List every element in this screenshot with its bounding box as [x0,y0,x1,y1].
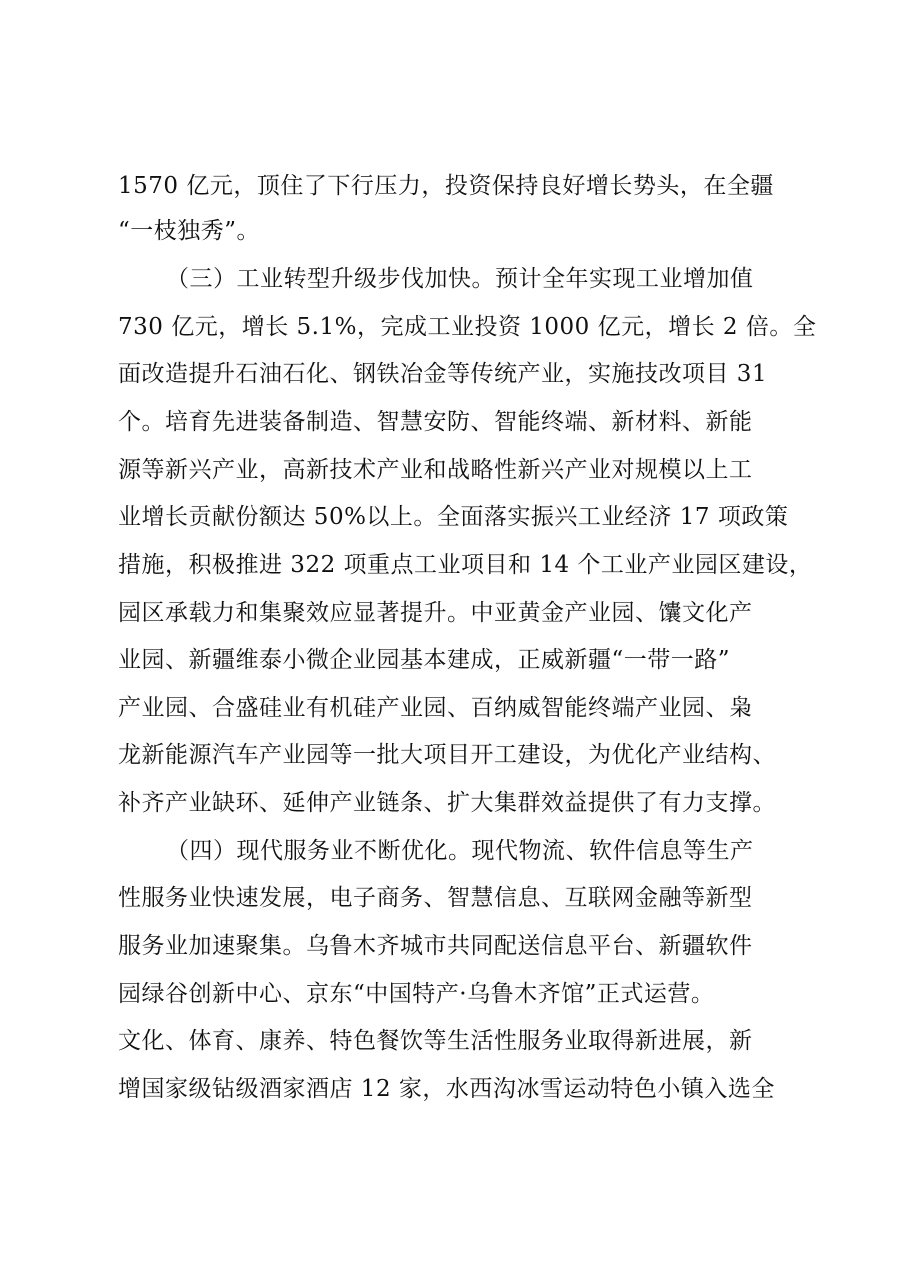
text-line: 文化、体育、康养、特色餐饮等生活性服务业取得新进展，新 [118,1028,753,1054]
text-line: 园区承载力和集聚效应显著提升。中亚黄金产业园、馕文化产 [118,600,753,626]
text-line: 面改造提升石油石化、钢铁冶金等传统产业，实施技改项目 31 [118,361,768,387]
text-line: 服务业加速聚集。乌鲁木齐城市共同配送信息平台、新疆软件 [118,933,753,959]
text-line: 措施，积极推进 322 项重点工业项目和 14 个工业产业园区建设， [118,552,813,578]
text-line: 龙新能源汽车产业园等一批大项目开工建设，为优化产业结构、 [118,742,776,768]
text-line: 1570 亿元，顶住了下行压力，投资保持良好增长势头，在全疆 [118,173,774,199]
text-line: 增国家级钻级酒家酒店 12 家，水西沟冰雪运动特色小镇入选全 [118,1076,775,1102]
text-line: 性服务业快速发展，电子商务、智慧信息、互联网金融等新型 [118,885,753,911]
text-line: “一枝独秀”。 [118,218,261,244]
text-line: 个。培育先进装备制造、智慧安防、智能终端、新材料、新能 [118,409,753,435]
text-line: （四）现代服务业不断优化。现代物流、软件信息等生产 [166,838,754,864]
text-line: 业园、新疆维泰小微企业园基本建成，正威新疆“一带一路” [118,647,731,673]
text-line: 园绿谷创新中心、京东“中国特产·乌鲁木齐馆”正式运营。 [118,981,715,1007]
text-line: 源等新兴产业，高新技术产业和战略性新兴产业对规模以上工 [118,457,753,483]
text-line: 730 亿元，增长 5.1%，完成工业投资 1000 亿元，增长 2 倍。全 [118,314,817,340]
text-line: 产业园、合盛硅业有机硅产业园、百纳威智能终端产业园、枭 [118,695,753,721]
text-line: 业增长贡献份额达 50%以上。全面落实振兴工业经济 17 项政策 [118,504,789,530]
text-line: （三）工业转型升级步伐加快。预计全年实现工业增加值 [166,266,754,292]
text-line: 补齐产业缺环、延伸产业链条、扩大集群效益提供了有力支撑。 [118,790,776,816]
